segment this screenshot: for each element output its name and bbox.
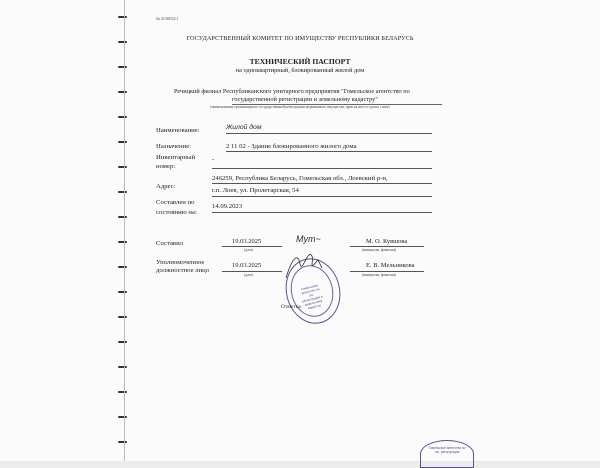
doc-number: № 41/00/52/1	[156, 16, 179, 21]
name-label: Наименование:	[156, 127, 200, 134]
binding-ring	[118, 191, 127, 193]
field-underline	[212, 183, 432, 184]
bottom-stamp	[420, 440, 474, 468]
date-caption: (дата)	[244, 248, 254, 252]
signature-compiler: Myт~	[296, 234, 321, 244]
inventory-label-1: Инвентарный	[156, 154, 196, 161]
purpose-label: Назначение:	[156, 143, 192, 150]
address-value-1: 246259, Республика Беларусь, Гомельская обл., Лоевский р-н,	[212, 175, 388, 182]
document-subtitle: на одноквартирный, блокированный жилой дом	[235, 67, 365, 74]
binding-ring	[118, 416, 127, 418]
binding-ring	[118, 91, 127, 93]
bottom-stamp-text: Гомельское агентство по гос. регистрации	[428, 446, 466, 454]
binding-ring	[118, 391, 127, 393]
binding-ring	[118, 316, 127, 318]
purpose-value: 2 11 02 - Здание блокированного жилого дома	[226, 143, 357, 150]
stamp-text: Гомельское агентство по гос. регистрации и земельному кадастру	[300, 283, 324, 311]
field-underline	[350, 246, 424, 247]
official-label-1: Уполномоченное	[156, 259, 205, 266]
organization-line-1: Речицкий филиал Республиканского унитарного предприятия "Гомельское агентство по	[174, 88, 410, 95]
field-underline	[350, 271, 424, 272]
inventory-value: -	[212, 156, 215, 163]
official-date: 19.03.2025	[232, 262, 262, 269]
compiled-by-label: Составил	[156, 240, 183, 247]
official-name: Е. В. Мельникова	[366, 262, 415, 269]
compiled-label-1: Составлен по	[156, 199, 195, 206]
field-underline	[212, 212, 432, 213]
stamp-note: Отметка	[281, 304, 301, 310]
binding-ring	[118, 366, 127, 368]
address-label: Адрес:	[156, 183, 176, 190]
field-underline	[226, 133, 432, 134]
field-underline	[226, 151, 432, 152]
name-value: Жилой дом	[226, 124, 262, 131]
binding-ring	[118, 291, 127, 293]
compiled-date: 19.03.2025	[232, 238, 262, 245]
binding-ring	[118, 266, 127, 268]
binding-ring	[118, 166, 127, 168]
binding-ring	[118, 141, 127, 143]
binding-ring	[118, 441, 127, 443]
field-underline	[222, 271, 282, 272]
field-underline	[222, 246, 282, 247]
name-caption: (инициалы, фамилия)	[362, 248, 396, 252]
binding-ring	[118, 216, 127, 218]
binding-ring	[118, 116, 127, 118]
compiled-value: 14.09.2023	[212, 203, 243, 210]
inventory-label-2: номер:	[156, 163, 176, 170]
binding-ring	[118, 16, 127, 18]
document-title: ТЕХНИЧЕСКИЙ ПАСПОРТ	[249, 57, 351, 66]
address-value-2: г.п. Лоев, ул. Пролетарская, 54	[212, 187, 299, 194]
organization-line-2: государственной регистрации и земельному кадастру"	[232, 96, 378, 103]
compiler-name: М. О. Кувшова	[366, 238, 408, 245]
official-name-caption: (инициалы, фамилия)	[362, 273, 396, 277]
field-underline	[212, 168, 432, 169]
binding-ring	[118, 341, 127, 343]
organization-caption: (наименование организации по государственной регистрации недвижимого имущества, прав на него и сделок с ним)	[210, 105, 390, 109]
official-signature	[278, 238, 328, 288]
field-underline	[212, 196, 432, 197]
date-caption: (дата)	[244, 273, 254, 277]
official-label-2: должностное лицо	[156, 267, 210, 274]
committee-name: ГОСУДАРСТВЕННЫЙ КОМИТЕТ ПО ИМУЩЕСТВУ РЕСПУБЛИКИ БЕЛАРУСЬ	[186, 35, 414, 42]
binding-ring	[118, 241, 127, 243]
compiled-label-2: состоянию на:	[156, 209, 197, 216]
